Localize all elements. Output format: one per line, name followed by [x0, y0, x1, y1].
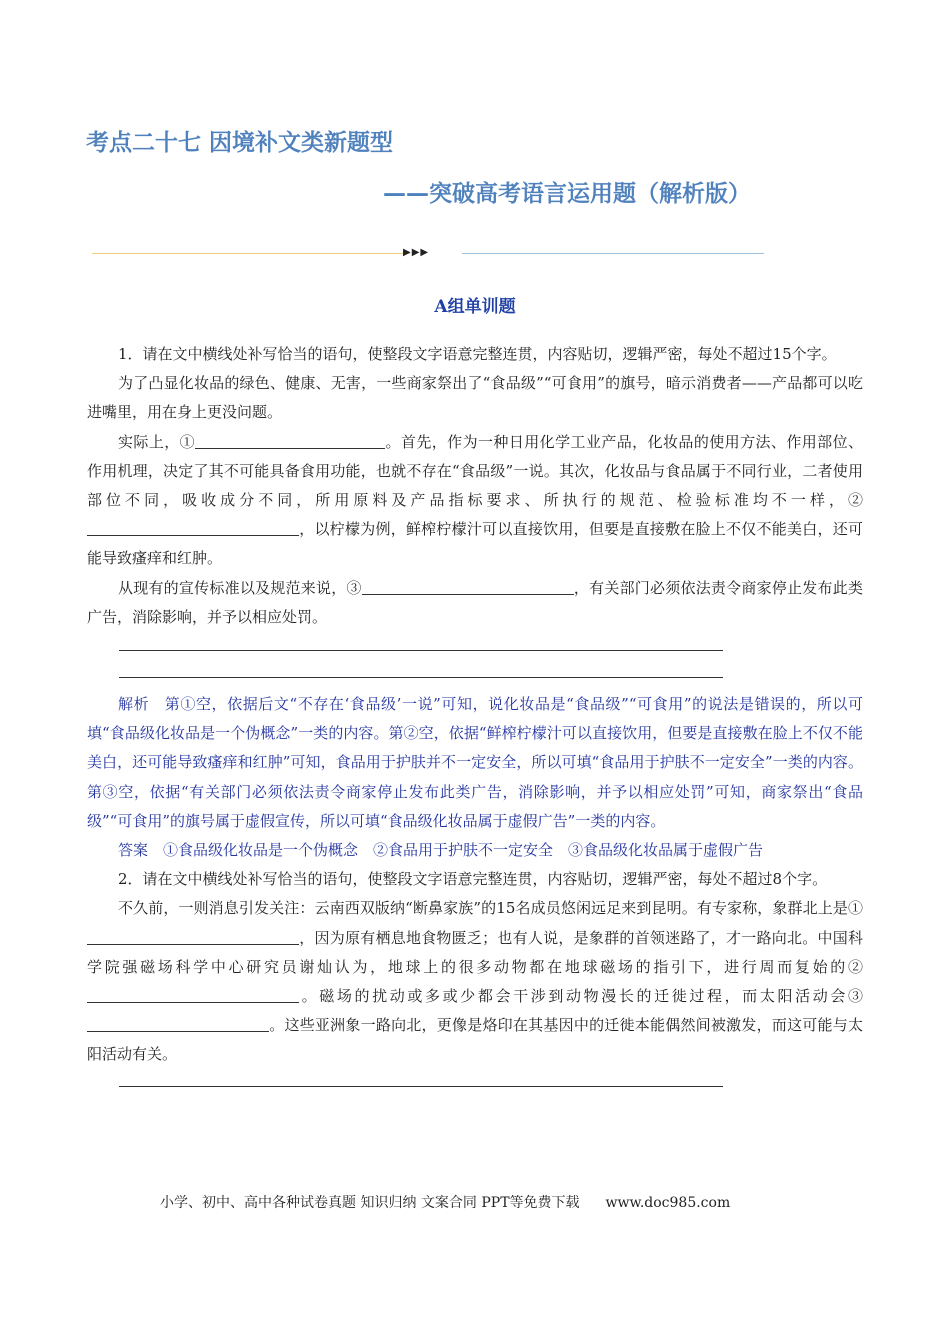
divider-right — [462, 253, 764, 254]
question-1-answer — [87, 836, 863, 865]
q1-para2-text-b: 。首先，作为一种日用化学工业产品，化妆品的使用方法、作用部位、作用机理，决定了其不可能具备食用功能，也就不存在“食品级”一说。其次，化妆品与食品属于不同行业，二者使用部位不同，吸收成分不同，所用原料及产品指标要求、所执行的规范、检验标准均不一样，② — [87, 432, 863, 510]
q2-text-c: 。磁场的扰动或多或少都会干涉到动物漫长的迁徙过程，而太阳活动会③ — [299, 987, 863, 1006]
answer-blank-3 — [87, 1016, 269, 1032]
answer-label: 答案 — [118, 841, 149, 860]
question-2-paragraph — [87, 894, 863, 1069]
answer-line — [119, 1086, 723, 1087]
q2-text-a: 不久前，一则消息引发关注：云南西双版纳“断鼻家族”的15名成员悠闲远足来到昆明。有专家称，象群北上是① — [118, 899, 863, 918]
question-1-paragraph-3 — [87, 574, 863, 632]
question-1-paragraph-1: 为了凸显化妆品的绿色、健康、无害，一些商家祭出了“食品级”“可食用”的旗号，暗示消费者——产品都可以吃进嘴里，用在身上更没问题。 — [87, 374, 863, 422]
q2-text-b: ，因为原有栖息地食物匮乏；也有人说，是象群的首领迷路了，才一路向北。中国科学院强磁场科学中心研究员谢灿认为，地球上的很多动物都在地球磁场的指引下，进行周而复始的② — [87, 928, 863, 976]
document-title: 考点二十七 因境补文类新题型 — [86, 130, 394, 156]
answer-line — [119, 677, 723, 678]
document-subtitle: ——突破高考语言运用题（解析版） — [383, 181, 751, 207]
footer-text: 小学、初中、高中各种试卷真题 知识归纳 文案合同 PPT等免费下载 — [160, 1195, 580, 1211]
answer-line — [119, 650, 723, 651]
q2-text-d: 。这些亚洲象一路向北，更像是烙印在其基因中的迁徙本能偶然间被激发，而这可能与太阳活动有关。 — [87, 1016, 863, 1064]
section-title: A组单训题 — [434, 297, 516, 317]
q1-para3-text-a: 从现有的宣传标准以及规范来说，③ — [118, 578, 362, 597]
analysis-label: 解析 — [118, 695, 150, 714]
answer-blank-1 — [195, 433, 385, 449]
question-1-analysis — [87, 690, 863, 836]
divider-arrows-icon: ▶▶▶ — [403, 247, 430, 258]
question-2-prompt: 2．请在文中横线处补写恰当的语句，使整段文字语意完整连贯，内容贴切，逻辑严密，每处不超过8个字。 — [118, 870, 828, 889]
answer-blank-3 — [362, 579, 574, 595]
analysis-text: 第①空，依据后文“不存在‘食品级’一说”可知，说化妆品是“食品级”“可食用”的说法是错误的，所以可填“食品级化妆品是一个伪概念”一类的内容。第②空，依据“鲜榨柠檬汁可以直接饮用，但要是直接敷在脸上不仅不能美白，还可能导致瘙痒和红肿”可知，食品用于护肤并不一定安全，所以可填“食品用于护肤不一定安全”一类的内容。第③空，依据“有关部门必须依法责令商家停止发布此类广告，消除影响，并予以相应处罚”可知，商家祭出“食品级”“可食用”的旗号属于虚假宣传，所以可填“食品级化妆品属于虚假广告”一类的内容。 — [87, 695, 863, 830]
footer-url[interactable]: www.doc985.com — [605, 1195, 731, 1211]
question-1-prompt: 1．请在文中横线处补写恰当的语句，使整段文字语意完整连贯，内容贴切，逻辑严密，每处不超过15个字。 — [118, 345, 837, 363]
page-footer — [160, 1192, 730, 1212]
answer-blank-2 — [87, 987, 299, 1003]
q1-para3-text-b: ，有关部门必须依法责令商家停止发布此类广告，消除影响，并予以相应处罚。 — [87, 578, 863, 626]
answer-blank-2 — [87, 520, 299, 536]
q1-para2-text-c: ，以柠檬为例，鲜榨柠檬汁可以直接饮用，但要是直接敷在脸上不仅不能美白，还可能导致瘙痒和红肿。 — [87, 520, 863, 568]
document-body — [87, 340, 863, 1087]
answer-blank-1 — [87, 929, 299, 945]
answer-text: ①食品级化妆品是一个伪概念 ②食品用于护肤不一定安全 ③食品级化妆品属于虚假广告 — [163, 841, 764, 860]
divider-left — [92, 253, 410, 254]
question-1-paragraph-2 — [87, 428, 863, 574]
q1-para2-text-a: 实际上，① — [118, 432, 196, 451]
